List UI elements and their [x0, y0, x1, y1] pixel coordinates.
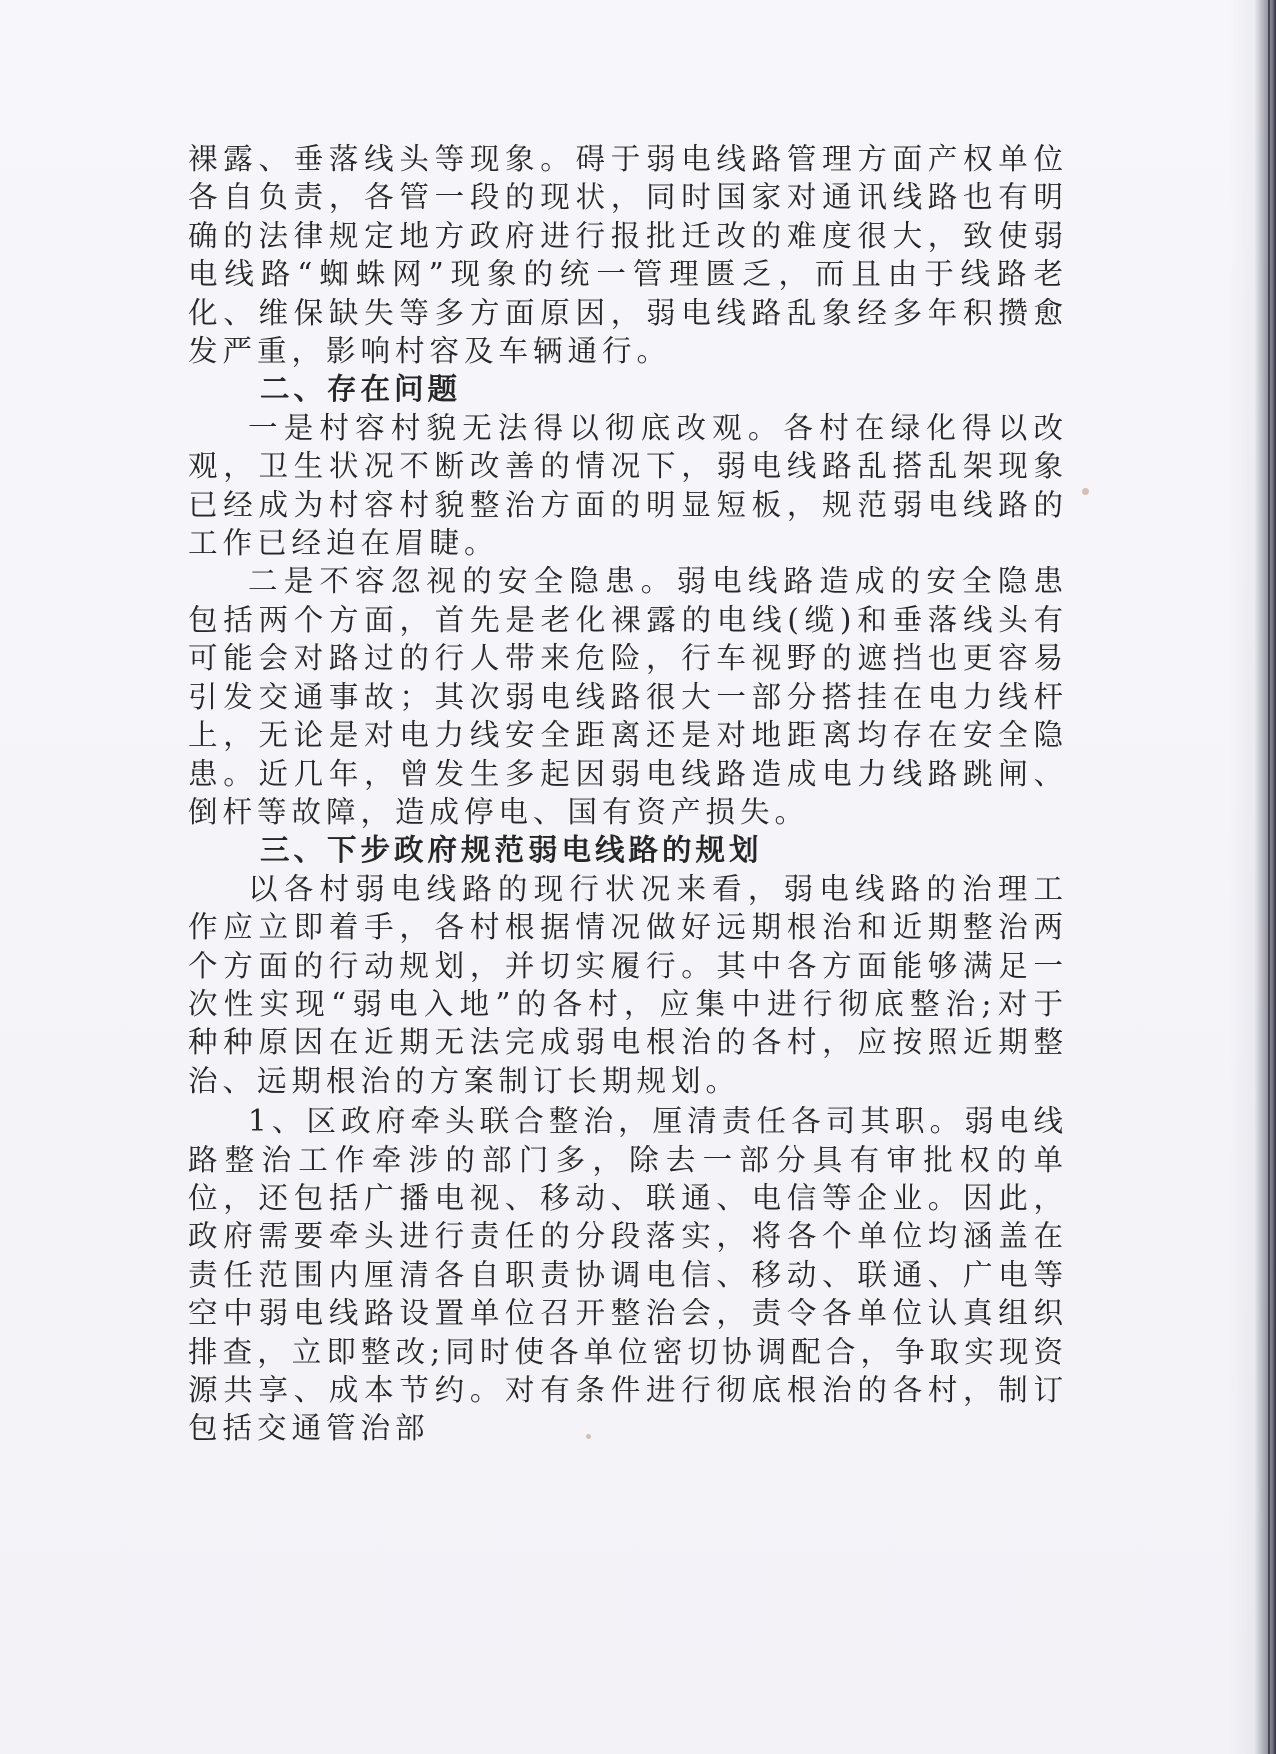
- document-body: [188, 140, 1068, 1448]
- intro-paragraph: 裸露、垂落线头等现象。碍于弱电线路管理方面产权单位各自负责，各管一段的现状，同时国家对通讯线路也有明确的法律规定地方政府进行报批迁改的难度很大，致使弱电线路“蜘蛛网”现象的统一管理匮乏，而且由于线路老化、维保缺失等多方面原因，弱电线路乱象经多年积攒愈发严重，影响村容及车辆通行。: [188, 142, 1068, 369]
- plan-item-1-paragraph: 1、区政府牵头联合整治，厘清责任各司其职。弱电线路整治工作牵涉的部门多，除去一部分具有审批权的单位，还包括广播电视、移动、联通、电信等企业。因此，政府需要牵头进行责任的分段落实，将各个单位均涵盖在责任范围内厘清各自职责协调电信、移动、联通、广电等空中弱电线路设置单位召开整治会，责令各单位认真组织排查，立即整改;同时使各单位密切协调配合，争取实现资源共享、成本节约。对有条件进行彻底根治的各村，制订包括交通管治部: [188, 1104, 1068, 1446]
- page-edge-line: [1268, 0, 1270, 1754]
- plan-paragraph: 以各村弱电线路的现行状况来看，弱电线路的治理工作应立即着手，各村根据情况做好远期根治和近期整治两个方面的行动规划，并切实履行。其中各方面能够满足一次性实现“弱电入地”的各村，应集中进行彻底整治;对于种种原因在近期无法完成弱电根治的各村，应按照近期整治、远期根治的方案制订长期规划。: [188, 871, 1068, 1098]
- problem-paragraph-1: 一是村容村貌无法得以彻底改观。各村在绿化得以改观，卫生状况不断改善的情况下，弱电线路乱搭乱架现象已经成为村容村貌整治方面的明显短板，规范弱电线路的工作已经迫在眉睫。: [188, 410, 1068, 561]
- scan-speck: [1082, 488, 1089, 495]
- section-heading-plan: 三、下步政府规范弱电线路的规划: [260, 833, 763, 868]
- problem-paragraph-2: 二是不容忽视的安全隐患。弱电线路造成的安全隐患包括两个方面，首先是老化裸露的电线(缆)和垂落线头有可能会对路过的行人带来危险，行车视野的遮挡也更容易引发交通事故；其次弱电线路很大一部分搭挂在电力线杆上，无论是对电力线安全距离还是对地距离均存在安全隐患。近几年，曾发生多起因弱电线路造成电力线路跳闸、倒杆等故障，造成停电、国有资产损失。: [188, 564, 1068, 829]
- section-heading-problems: 二、存在问题: [260, 372, 462, 407]
